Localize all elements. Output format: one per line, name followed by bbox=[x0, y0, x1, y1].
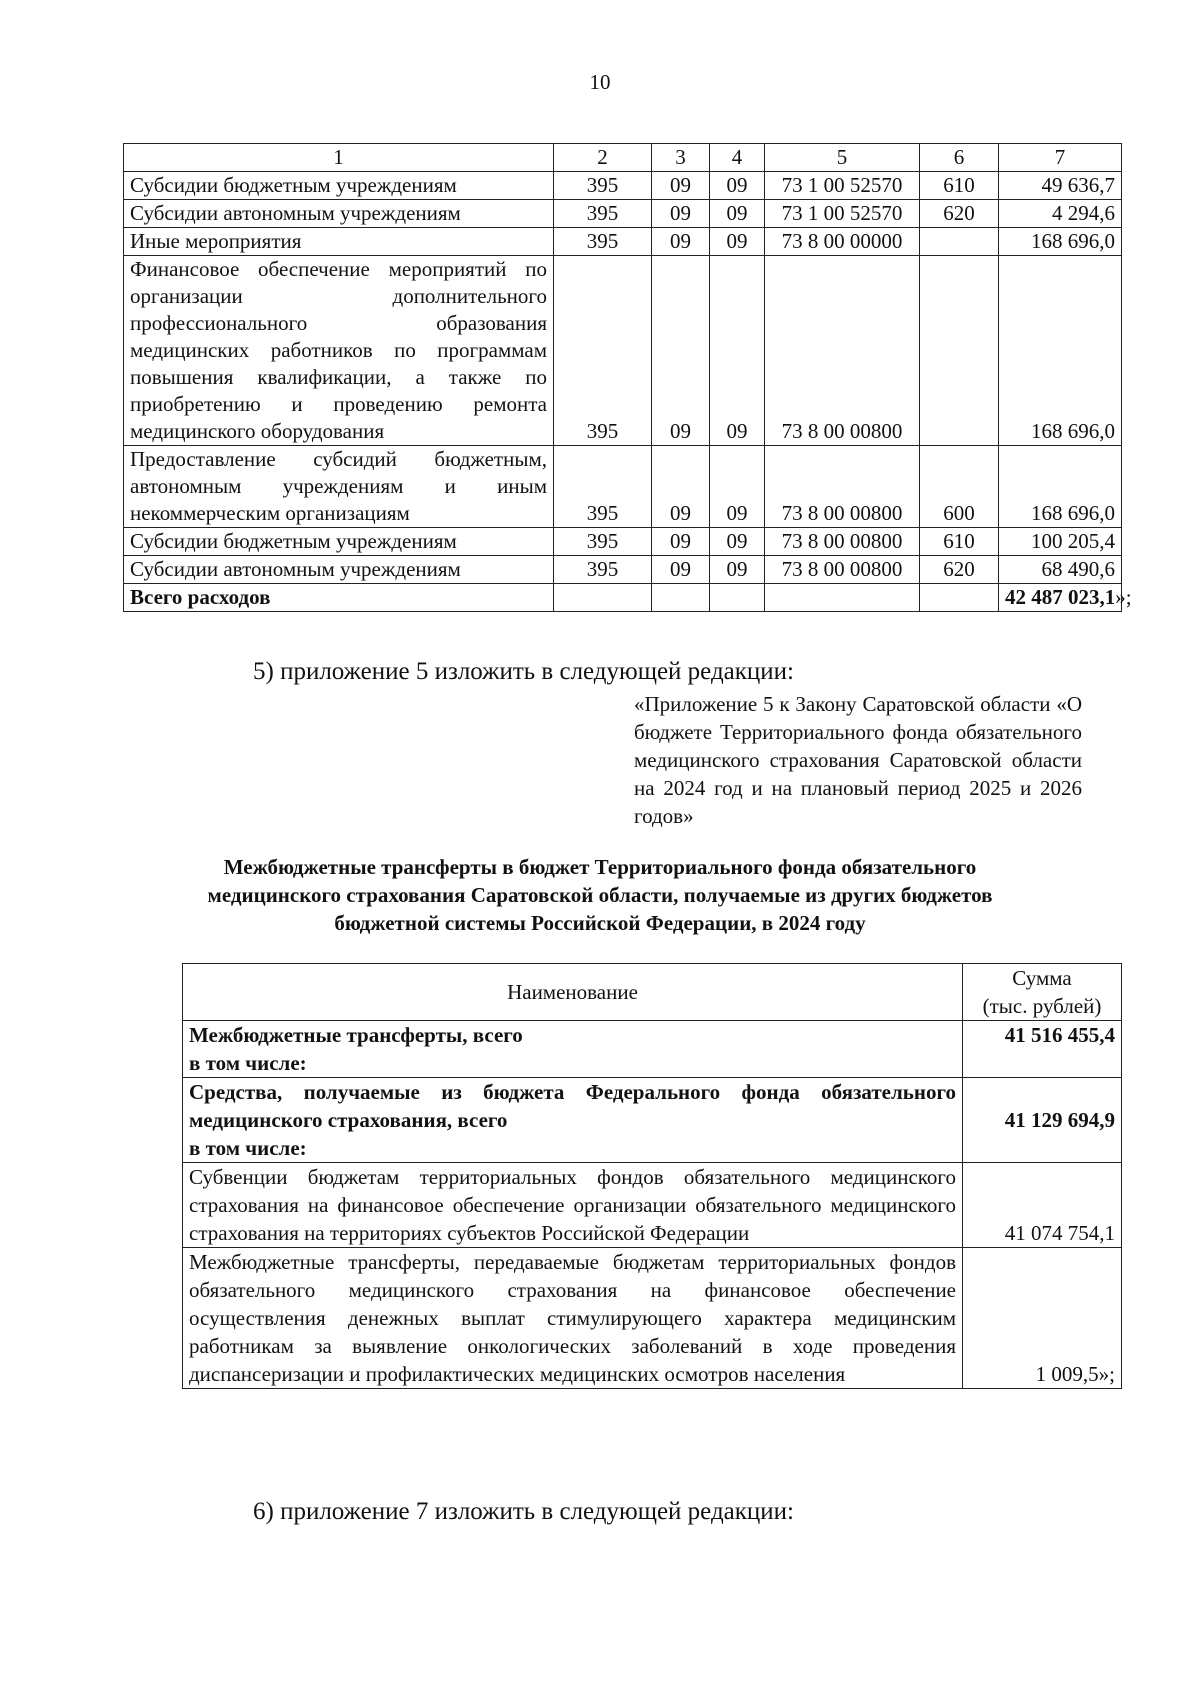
row-name: Предоставление субсидий бюджетным, автономным учреждениям и иным некоммерческим организациям bbox=[124, 446, 554, 528]
row-name bbox=[183, 1021, 963, 1078]
table-row bbox=[124, 528, 1122, 556]
row-name bbox=[183, 1078, 963, 1163]
table-row bbox=[183, 1163, 1122, 1248]
expense-type-code bbox=[920, 228, 999, 256]
column-header-name: Наименование bbox=[183, 964, 963, 1021]
subsection-code: 09 bbox=[710, 446, 765, 528]
column-header: 3 bbox=[652, 144, 710, 172]
section-code: 09 bbox=[652, 256, 710, 446]
section-title-line: бюджетной системы Российской Федерации, в 2024 году bbox=[334, 911, 866, 935]
column-header: 7 bbox=[999, 144, 1122, 172]
expense-type-code bbox=[920, 256, 999, 446]
table-row bbox=[183, 1248, 1122, 1389]
target-article-code: 73 8 00 00800 bbox=[765, 528, 920, 556]
total-row bbox=[124, 584, 1122, 612]
expenditure-table bbox=[123, 143, 1132, 612]
header-amount-label: Сумма bbox=[1012, 966, 1072, 990]
section-title-line: медицинского страхования Саратовской области, получаемые из других бюджетов bbox=[207, 883, 993, 907]
ministry-code: 395 bbox=[554, 200, 652, 228]
section-title-line: Межбюджетные трансферты в бюджет Территориального фонда обязательного bbox=[223, 855, 977, 879]
row-name-line: в том числе: bbox=[189, 1051, 307, 1075]
empty-cell bbox=[920, 584, 999, 612]
section-code: 09 bbox=[652, 446, 710, 528]
table-row bbox=[183, 1078, 1122, 1163]
amount: 41 516 455,4 bbox=[963, 1021, 1122, 1078]
row-name: Финансовое обеспечение мероприятий по организации дополнительного профессионального образования медицинских работников по программам повышения квалификации, а также по приобретению и проведению ремонта медицинского оборудования bbox=[124, 256, 554, 446]
row-name: Субсидии бюджетным учреждениям bbox=[124, 172, 554, 200]
subsection-code: 09 bbox=[710, 172, 765, 200]
amount bbox=[963, 1248, 1122, 1389]
section-code: 09 bbox=[652, 556, 710, 584]
subsection-code: 09 bbox=[710, 228, 765, 256]
page-number: 10 bbox=[589, 70, 611, 94]
amount: 41 129 694,9 bbox=[963, 1078, 1122, 1163]
empty-cell bbox=[765, 584, 920, 612]
ministry-code: 395 bbox=[554, 528, 652, 556]
row-name: Межбюджетные трансферты, передаваемые бюджетам территориальных фондов обязательного медицинского страхования на финансовое обеспечение осуществления денежных выплат стимулирующего характера медицинским работникам за выявление онкологических заболеваний в ходе проведения диспансеризации и профилактических медицинских осмотров населения bbox=[183, 1248, 963, 1389]
table-row bbox=[124, 228, 1122, 256]
table-row bbox=[124, 446, 1122, 528]
expense-type-code: 610 bbox=[920, 172, 999, 200]
closing-quote: »; bbox=[1098, 1362, 1115, 1386]
subsection-code: 09 bbox=[710, 528, 765, 556]
table-row bbox=[183, 1021, 1122, 1078]
subsection-code: 09 bbox=[710, 200, 765, 228]
instruction-appendix-7: 6) приложение 7 изложить в следующей редакции: bbox=[253, 1498, 794, 1525]
row-name-line: в том числе: bbox=[189, 1136, 307, 1160]
subsection-code: 09 bbox=[710, 256, 765, 446]
empty-cell bbox=[652, 584, 710, 612]
section-code: 09 bbox=[652, 200, 710, 228]
row-name: Субсидии автономным учреждениям bbox=[124, 200, 554, 228]
table-row bbox=[124, 256, 1122, 446]
empty-cell bbox=[554, 584, 652, 612]
amount: 68 490,6 bbox=[999, 556, 1122, 584]
target-article-code: 73 1 00 52570 bbox=[765, 200, 920, 228]
amount: 49 636,7 bbox=[999, 172, 1122, 200]
total-value: 42 487 023,1 bbox=[1005, 585, 1116, 609]
section-code: 09 bbox=[652, 172, 710, 200]
row-name: Субвенции бюджетам территориальных фондов обязательного медицинского страхования на финансовое обеспечение организации обязательного медицинского страхования на территориях субъектов Российской Федерации bbox=[183, 1163, 963, 1248]
amount: 168 696,0 bbox=[999, 446, 1122, 528]
amount: 4 294,6 bbox=[999, 200, 1122, 228]
ministry-code: 395 bbox=[554, 446, 652, 528]
expense-type-code: 610 bbox=[920, 528, 999, 556]
table-header-row bbox=[183, 964, 1122, 1021]
column-header: 4 bbox=[710, 144, 765, 172]
ministry-code: 395 bbox=[554, 256, 652, 446]
transfers-table bbox=[182, 963, 1122, 1389]
subsection-code: 09 bbox=[710, 556, 765, 584]
section-code: 09 bbox=[652, 528, 710, 556]
row-name-line: Средства, получаемые из бюджета Федерального фонда обязательного медицинского страхования, всего bbox=[189, 1080, 956, 1132]
target-article-code: 73 8 00 00800 bbox=[765, 446, 920, 528]
amount: 41 074 754,1 bbox=[963, 1163, 1122, 1248]
row-name: Иные мероприятия bbox=[124, 228, 554, 256]
column-header: 6 bbox=[920, 144, 999, 172]
row-name: Субсидии бюджетным учреждениям bbox=[124, 528, 554, 556]
column-header: 1 bbox=[124, 144, 554, 172]
column-header: 2 bbox=[554, 144, 652, 172]
target-article-code: 73 1 00 52570 bbox=[765, 172, 920, 200]
amount: 168 696,0 bbox=[999, 256, 1122, 446]
target-article-code: 73 8 00 00000 bbox=[765, 228, 920, 256]
instruction-appendix-5: 5) приложение 5 изложить в следующей редакции: bbox=[253, 658, 794, 685]
amount-value: 1 009,5 bbox=[1035, 1362, 1099, 1386]
table-header-row bbox=[124, 144, 1122, 172]
appendix-reference: «Приложение 5 к Закону Саратовской области «О бюджете Территориального фонда обязательного медицинского страхования Саратовской области на 2024 год и на плановый период 2025 и 2026 годов» bbox=[634, 692, 1082, 828]
expense-type-code: 600 bbox=[920, 446, 999, 528]
closing-quote: »; bbox=[1115, 585, 1132, 609]
section-title bbox=[150, 853, 1050, 937]
header-amount-unit: (тыс. рублей) bbox=[982, 994, 1102, 1018]
row-name: Субсидии автономным учреждениям bbox=[124, 556, 554, 584]
column-header-amount bbox=[963, 964, 1122, 1021]
total-amount bbox=[999, 584, 1132, 612]
ministry-code: 395 bbox=[554, 228, 652, 256]
target-article-code: 73 8 00 00800 bbox=[765, 256, 920, 446]
total-label: Всего расходов bbox=[124, 584, 554, 612]
table-row bbox=[124, 172, 1122, 200]
expense-type-code: 620 bbox=[920, 556, 999, 584]
table-row bbox=[124, 200, 1122, 228]
table-row bbox=[124, 556, 1122, 584]
amount: 168 696,0 bbox=[999, 228, 1122, 256]
ministry-code: 395 bbox=[554, 556, 652, 584]
expense-type-code: 620 bbox=[920, 200, 999, 228]
amount: 100 205,4 bbox=[999, 528, 1122, 556]
section-code: 09 bbox=[652, 228, 710, 256]
column-header: 5 bbox=[765, 144, 920, 172]
empty-cell bbox=[710, 584, 765, 612]
ministry-code: 395 bbox=[554, 172, 652, 200]
target-article-code: 73 8 00 00800 bbox=[765, 556, 920, 584]
row-name-line: Межбюджетные трансферты, всего bbox=[189, 1023, 523, 1047]
